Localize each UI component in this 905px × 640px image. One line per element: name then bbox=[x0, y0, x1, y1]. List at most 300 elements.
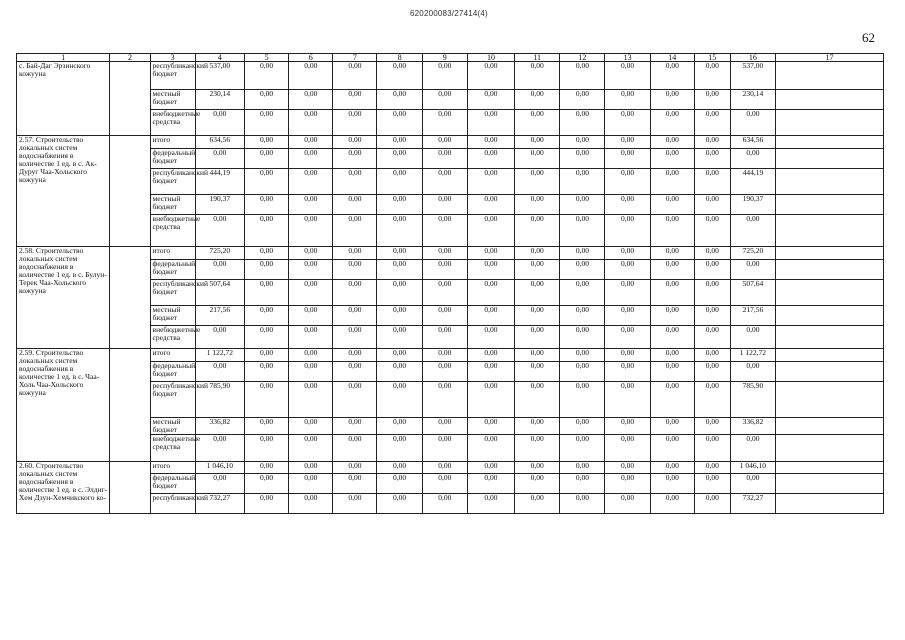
column-number: 5 bbox=[245, 54, 289, 62]
amount-cell: 0,00 bbox=[560, 136, 605, 149]
amount-cell: 0,00 bbox=[560, 462, 605, 474]
amount-cell: 0,00 bbox=[289, 362, 333, 382]
column-2-cell bbox=[110, 247, 150, 349]
amount-cell: 0,00 bbox=[694, 362, 730, 382]
amount-cell: 785,90 bbox=[195, 382, 244, 418]
amount-cell: 0,00 bbox=[515, 280, 560, 306]
amount-cell: 0,00 bbox=[377, 349, 422, 362]
amount-cell: 0,00 bbox=[377, 494, 422, 514]
amount-cell: 0,00 bbox=[289, 435, 333, 462]
funding-source: итого bbox=[150, 247, 195, 260]
amount-cell: 0,00 bbox=[422, 362, 467, 382]
amount-cell: 0,00 bbox=[650, 247, 694, 260]
amount-cell: 0,00 bbox=[694, 462, 730, 474]
funding-source: республиканский бюджет bbox=[150, 62, 195, 90]
amount-cell: 0,00 bbox=[560, 474, 605, 494]
amount-cell: 0,00 bbox=[515, 247, 560, 260]
amount-cell: 0,00 bbox=[694, 90, 730, 110]
amount-cell: 0,00 bbox=[195, 260, 244, 280]
column-17-cell bbox=[775, 149, 883, 169]
amount-cell: 0,00 bbox=[377, 462, 422, 474]
funding-source: итого bbox=[150, 136, 195, 149]
amount-cell: 0,00 bbox=[560, 62, 605, 90]
amount-cell: 732,27 bbox=[195, 494, 244, 514]
amount-cell: 0,00 bbox=[195, 149, 244, 169]
amount-cell: 0,00 bbox=[377, 110, 422, 136]
column-17-cell bbox=[775, 326, 883, 349]
amount-cell: 0,00 bbox=[515, 326, 560, 349]
amount-cell: 0,00 bbox=[515, 215, 560, 247]
amount-cell: 217,56 bbox=[730, 306, 775, 326]
amount-cell: 0,00 bbox=[560, 110, 605, 136]
amount-cell: 0,00 bbox=[650, 326, 694, 349]
amount-cell: 0,00 bbox=[467, 462, 514, 474]
amount-cell: 0,00 bbox=[377, 215, 422, 247]
amount-cell: 0,00 bbox=[605, 260, 650, 280]
amount-cell: 0,00 bbox=[650, 280, 694, 306]
amount-cell: 0,00 bbox=[245, 215, 289, 247]
amount-cell: 0,00 bbox=[245, 462, 289, 474]
amount-cell: 0,00 bbox=[377, 149, 422, 169]
funding-source: местный бюджет bbox=[150, 90, 195, 110]
amount-cell: 0,00 bbox=[605, 215, 650, 247]
funding-source: итого bbox=[150, 349, 195, 362]
table-row bbox=[17, 247, 884, 260]
amount-cell: 0,00 bbox=[377, 306, 422, 326]
amount-cell: 0,00 bbox=[289, 247, 333, 260]
amount-cell: 0,00 bbox=[333, 169, 377, 195]
amount-cell: 0,00 bbox=[467, 62, 514, 90]
measure-name: 2.59. Строительство локальных систем водоснабжения в количестве 1 ед. в с. Чаа-Холь Чаа-Хольского кожууна bbox=[17, 349, 110, 462]
amount-cell: 0,00 bbox=[605, 247, 650, 260]
amount-cell: 0,00 bbox=[377, 195, 422, 215]
amount-cell: 0,00 bbox=[422, 349, 467, 362]
amount-cell: 230,14 bbox=[730, 90, 775, 110]
amount-cell: 0,00 bbox=[467, 136, 514, 149]
amount-cell: 0,00 bbox=[730, 474, 775, 494]
amount-cell: 0,00 bbox=[195, 326, 244, 349]
amount-cell: 0,00 bbox=[377, 247, 422, 260]
amount-cell: 0,00 bbox=[467, 474, 514, 494]
amount-cell: 0,00 bbox=[515, 136, 560, 149]
amount-cell: 0,00 bbox=[377, 382, 422, 418]
amount-cell: 0,00 bbox=[333, 247, 377, 260]
column-17-cell bbox=[775, 169, 883, 195]
column-17-cell bbox=[775, 382, 883, 418]
amount-cell: 0,00 bbox=[515, 195, 560, 215]
amount-cell: 0,00 bbox=[560, 326, 605, 349]
column-17-cell bbox=[775, 280, 883, 306]
funding-source: внебюджетные средства bbox=[150, 326, 195, 349]
column-17-cell bbox=[775, 90, 883, 110]
amount-cell: 0,00 bbox=[730, 362, 775, 382]
amount-cell: 0,00 bbox=[467, 195, 514, 215]
amount-cell: 1 046,10 bbox=[195, 462, 244, 474]
amount-cell: 0,00 bbox=[195, 215, 244, 247]
amount-cell: 0,00 bbox=[333, 418, 377, 435]
amount-cell: 0,00 bbox=[245, 62, 289, 90]
table-row bbox=[17, 62, 884, 90]
amount-cell: 0,00 bbox=[422, 90, 467, 110]
amount-cell: 0,00 bbox=[289, 62, 333, 90]
column-number: 9 bbox=[422, 54, 467, 62]
amount-cell: 0,00 bbox=[515, 435, 560, 462]
amount-cell: 0,00 bbox=[467, 349, 514, 362]
amount-cell: 0,00 bbox=[245, 90, 289, 110]
amount-cell: 0,00 bbox=[289, 494, 333, 514]
amount-cell: 0,00 bbox=[422, 62, 467, 90]
amount-cell: 0,00 bbox=[560, 435, 605, 462]
funding-source: республиканский бюджет bbox=[150, 280, 195, 306]
amount-cell: 444,19 bbox=[730, 169, 775, 195]
amount-cell: 0,00 bbox=[605, 382, 650, 418]
amount-cell: 0,00 bbox=[377, 90, 422, 110]
amount-cell: 0,00 bbox=[333, 195, 377, 215]
column-number: 14 bbox=[650, 54, 694, 62]
amount-cell: 230,14 bbox=[195, 90, 244, 110]
column-number: 4 bbox=[195, 54, 244, 62]
amount-cell: 0,00 bbox=[515, 90, 560, 110]
amount-cell: 0,00 bbox=[195, 474, 244, 494]
amount-cell: 0,00 bbox=[422, 136, 467, 149]
amount-cell: 0,00 bbox=[333, 280, 377, 306]
column-17-cell bbox=[775, 462, 883, 474]
amount-cell: 0,00 bbox=[377, 280, 422, 306]
amount-cell: 0,00 bbox=[730, 149, 775, 169]
amount-cell: 0,00 bbox=[289, 110, 333, 136]
amount-cell: 0,00 bbox=[605, 418, 650, 435]
amount-cell: 0,00 bbox=[515, 62, 560, 90]
funding-source: внебюджетные средства bbox=[150, 215, 195, 247]
table-row bbox=[17, 349, 884, 362]
amount-cell: 0,00 bbox=[694, 260, 730, 280]
column-number: 6 bbox=[289, 54, 333, 62]
amount-cell: 0,00 bbox=[560, 306, 605, 326]
amount-cell: 0,00 bbox=[333, 136, 377, 149]
amount-cell: 0,00 bbox=[605, 90, 650, 110]
amount-cell: 0,00 bbox=[730, 215, 775, 247]
amount-cell: 0,00 bbox=[694, 494, 730, 514]
amount-cell: 0,00 bbox=[467, 326, 514, 349]
budget-table bbox=[16, 53, 884, 514]
amount-cell: 0,00 bbox=[560, 169, 605, 195]
amount-cell: 0,00 bbox=[467, 418, 514, 435]
page-number: 62 bbox=[862, 30, 875, 45]
amount-cell: 0,00 bbox=[730, 435, 775, 462]
amount-cell: 0,00 bbox=[245, 418, 289, 435]
amount-cell: 0,00 bbox=[515, 462, 560, 474]
amount-cell: 0,00 bbox=[694, 280, 730, 306]
amount-cell: 0,00 bbox=[245, 110, 289, 136]
amount-cell: 0,00 bbox=[605, 280, 650, 306]
amount-cell: 0,00 bbox=[245, 195, 289, 215]
funding-source: республиканский бюджет bbox=[150, 169, 195, 195]
amount-cell: 0,00 bbox=[605, 462, 650, 474]
amount-cell: 0,00 bbox=[289, 462, 333, 474]
amount-cell: 336,82 bbox=[195, 418, 244, 435]
amount-cell: 0,00 bbox=[694, 349, 730, 362]
amount-cell: 0,00 bbox=[560, 362, 605, 382]
column-2-cell bbox=[110, 62, 150, 136]
amount-cell: 0,00 bbox=[289, 326, 333, 349]
amount-cell: 217,56 bbox=[195, 306, 244, 326]
column-17-cell bbox=[775, 494, 883, 514]
amount-cell: 0,00 bbox=[650, 195, 694, 215]
amount-cell: 0,00 bbox=[605, 195, 650, 215]
funding-source: внебюджетные средства bbox=[150, 435, 195, 462]
amount-cell: 0,00 bbox=[467, 90, 514, 110]
amount-cell: 0,00 bbox=[515, 260, 560, 280]
amount-cell: 0,00 bbox=[333, 62, 377, 90]
amount-cell: 0,00 bbox=[195, 110, 244, 136]
amount-cell: 0,00 bbox=[560, 247, 605, 260]
amount-cell: 0,00 bbox=[245, 474, 289, 494]
amount-cell: 0,00 bbox=[377, 260, 422, 280]
amount-cell: 0,00 bbox=[195, 435, 244, 462]
amount-cell: 0,00 bbox=[333, 149, 377, 169]
document-id: 620200083/27414(4) bbox=[410, 9, 488, 18]
amount-cell: 0,00 bbox=[650, 494, 694, 514]
amount-cell: 0,00 bbox=[289, 195, 333, 215]
amount-cell: 0,00 bbox=[605, 149, 650, 169]
amount-cell: 0,00 bbox=[333, 306, 377, 326]
funding-source: республиканский bbox=[150, 494, 195, 514]
column-2-cell bbox=[110, 349, 150, 462]
amount-cell: 0,00 bbox=[245, 382, 289, 418]
amount-cell: 0,00 bbox=[422, 418, 467, 435]
amount-cell: 0,00 bbox=[605, 494, 650, 514]
amount-cell: 0,00 bbox=[289, 306, 333, 326]
amount-cell: 0,00 bbox=[515, 474, 560, 494]
column-number: 17 bbox=[775, 54, 883, 62]
column-number: 15 bbox=[694, 54, 730, 62]
amount-cell: 0,00 bbox=[730, 326, 775, 349]
amount-cell: 0,00 bbox=[515, 149, 560, 169]
amount-cell: 0,00 bbox=[333, 349, 377, 362]
amount-cell: 0,00 bbox=[333, 110, 377, 136]
amount-cell: 0,00 bbox=[650, 474, 694, 494]
amount-cell: 0,00 bbox=[560, 90, 605, 110]
column-number: 11 bbox=[515, 54, 560, 62]
amount-cell: 190,37 bbox=[195, 195, 244, 215]
measure-name: 2.60. Строительство локальных систем водоснабжения в количестве 1 ед. в с. Элдиг-Хем Дзун-Хемчикского ко- bbox=[17, 462, 110, 514]
amount-cell: 0,00 bbox=[422, 462, 467, 474]
table-row bbox=[17, 462, 884, 474]
amount-cell: 507,64 bbox=[195, 280, 244, 306]
amount-cell: 190,37 bbox=[730, 195, 775, 215]
amount-cell: 0,00 bbox=[422, 260, 467, 280]
amount-cell: 0,00 bbox=[377, 362, 422, 382]
amount-cell: 0,00 bbox=[605, 435, 650, 462]
amount-cell: 0,00 bbox=[422, 474, 467, 494]
amount-cell: 0,00 bbox=[422, 494, 467, 514]
amount-cell: 0,00 bbox=[289, 382, 333, 418]
column-17-cell bbox=[775, 136, 883, 149]
amount-cell: 0,00 bbox=[422, 110, 467, 136]
table-row bbox=[17, 136, 884, 149]
amount-cell: 0,00 bbox=[245, 169, 289, 195]
measure-name: 2.57. Строительство локальных систем водоснабжения в количестве 1 ед. в с. Ак-Дуруг Чаа-Хольского кожууна bbox=[17, 136, 110, 247]
amount-cell: 0,00 bbox=[650, 382, 694, 418]
amount-cell: 0,00 bbox=[650, 306, 694, 326]
amount-cell: 0,00 bbox=[377, 169, 422, 195]
amount-cell: 0,00 bbox=[730, 110, 775, 136]
funding-source: местный бюджет bbox=[150, 195, 195, 215]
amount-cell: 0,00 bbox=[694, 149, 730, 169]
column-17-cell bbox=[775, 260, 883, 280]
amount-cell: 1 122,72 bbox=[730, 349, 775, 362]
amount-cell: 0,00 bbox=[650, 362, 694, 382]
amount-cell: 0,00 bbox=[694, 326, 730, 349]
column-17-cell bbox=[775, 362, 883, 382]
amount-cell: 0,00 bbox=[467, 280, 514, 306]
amount-cell: 0,00 bbox=[694, 306, 730, 326]
amount-cell: 0,00 bbox=[289, 418, 333, 435]
amount-cell: 0,00 bbox=[289, 260, 333, 280]
amount-cell: 0,00 bbox=[467, 215, 514, 247]
amount-cell: 0,00 bbox=[467, 169, 514, 195]
column-number: 13 bbox=[605, 54, 650, 62]
amount-cell: 0,00 bbox=[422, 306, 467, 326]
amount-cell: 0,00 bbox=[245, 349, 289, 362]
amount-cell: 785,90 bbox=[730, 382, 775, 418]
amount-cell: 0,00 bbox=[245, 362, 289, 382]
amount-cell: 0,00 bbox=[333, 90, 377, 110]
column-number: 3 bbox=[150, 54, 195, 62]
amount-cell: 0,00 bbox=[467, 306, 514, 326]
amount-cell: 0,00 bbox=[605, 110, 650, 136]
amount-cell: 0,00 bbox=[605, 349, 650, 362]
amount-cell: 0,00 bbox=[650, 90, 694, 110]
funding-source: местный бюджет bbox=[150, 418, 195, 435]
funding-source: федеральный бюджет bbox=[150, 474, 195, 494]
amount-cell: 0,00 bbox=[422, 247, 467, 260]
amount-cell: 0,00 bbox=[515, 110, 560, 136]
amount-cell: 537,00 bbox=[195, 62, 244, 90]
amount-cell: 725,20 bbox=[730, 247, 775, 260]
amount-cell: 0,00 bbox=[605, 136, 650, 149]
amount-cell: 0,00 bbox=[605, 326, 650, 349]
amount-cell: 0,00 bbox=[515, 362, 560, 382]
amount-cell: 0,00 bbox=[694, 215, 730, 247]
amount-cell: 0,00 bbox=[467, 382, 514, 418]
amount-cell: 0,00 bbox=[694, 195, 730, 215]
amount-cell: 0,00 bbox=[245, 247, 289, 260]
amount-cell: 0,00 bbox=[560, 215, 605, 247]
amount-cell: 0,00 bbox=[515, 169, 560, 195]
column-number: 10 bbox=[467, 54, 514, 62]
column-17-cell bbox=[775, 474, 883, 494]
column-number: 16 bbox=[730, 54, 775, 62]
amount-cell: 0,00 bbox=[377, 136, 422, 149]
amount-cell: 0,00 bbox=[333, 462, 377, 474]
funding-source: федеральный бюджет bbox=[150, 260, 195, 280]
amount-cell: 0,00 bbox=[650, 462, 694, 474]
amount-cell: 732,27 bbox=[730, 494, 775, 514]
amount-cell: 0,00 bbox=[467, 110, 514, 136]
amount-cell: 0,00 bbox=[467, 149, 514, 169]
amount-cell: 634,56 bbox=[195, 136, 244, 149]
amount-cell: 0,00 bbox=[730, 260, 775, 280]
funding-source: местный бюджет bbox=[150, 306, 195, 326]
amount-cell: 0,00 bbox=[467, 435, 514, 462]
amount-cell: 0,00 bbox=[650, 260, 694, 280]
amount-cell: 0,00 bbox=[422, 215, 467, 247]
amount-cell: 0,00 bbox=[467, 494, 514, 514]
amount-cell: 0,00 bbox=[650, 149, 694, 169]
amount-cell: 0,00 bbox=[333, 326, 377, 349]
amount-cell: 0,00 bbox=[245, 136, 289, 149]
column-number: 12 bbox=[560, 54, 605, 62]
amount-cell: 0,00 bbox=[694, 418, 730, 435]
amount-cell: 0,00 bbox=[694, 435, 730, 462]
amount-cell: 0,00 bbox=[650, 349, 694, 362]
column-17-cell bbox=[775, 306, 883, 326]
amount-cell: 0,00 bbox=[422, 382, 467, 418]
amount-cell: 0,00 bbox=[245, 306, 289, 326]
amount-cell: 0,00 bbox=[289, 149, 333, 169]
amount-cell: 0,00 bbox=[289, 169, 333, 195]
column-2-cell bbox=[110, 462, 150, 514]
amount-cell: 0,00 bbox=[694, 247, 730, 260]
amount-cell: 0,00 bbox=[377, 62, 422, 90]
amount-cell: 0,00 bbox=[333, 474, 377, 494]
amount-cell: 0,00 bbox=[650, 418, 694, 435]
amount-cell: 0,00 bbox=[694, 136, 730, 149]
column-2-cell bbox=[110, 136, 150, 247]
amount-cell: 0,00 bbox=[377, 435, 422, 462]
measure-name: с. Бай-Даг Эрзинского кожууна bbox=[17, 62, 110, 136]
column-number: 1 bbox=[17, 54, 110, 62]
amount-cell: 0,00 bbox=[289, 280, 333, 306]
amount-cell: 0,00 bbox=[333, 215, 377, 247]
column-17-cell bbox=[775, 62, 883, 90]
amount-cell: 0,00 bbox=[560, 349, 605, 362]
funding-source: федеральный бюджет bbox=[150, 149, 195, 169]
amount-cell: 0,00 bbox=[560, 418, 605, 435]
amount-cell: 1 046,10 bbox=[730, 462, 775, 474]
amount-cell: 634,56 bbox=[730, 136, 775, 149]
column-17-cell bbox=[775, 215, 883, 247]
amount-cell: 0,00 bbox=[245, 326, 289, 349]
amount-cell: 0,00 bbox=[333, 260, 377, 280]
amount-cell: 0,00 bbox=[605, 169, 650, 195]
amount-cell: 0,00 bbox=[515, 418, 560, 435]
amount-cell: 0,00 bbox=[467, 247, 514, 260]
amount-cell: 0,00 bbox=[289, 474, 333, 494]
amount-cell: 0,00 bbox=[650, 62, 694, 90]
column-17-cell bbox=[775, 418, 883, 435]
amount-cell: 0,00 bbox=[605, 362, 650, 382]
amount-cell: 0,00 bbox=[560, 280, 605, 306]
amount-cell: 0,00 bbox=[245, 494, 289, 514]
amount-cell: 0,00 bbox=[650, 435, 694, 462]
funding-source: внебюджетные средства bbox=[150, 110, 195, 136]
amount-cell: 0,00 bbox=[467, 260, 514, 280]
amount-cell: 0,00 bbox=[422, 435, 467, 462]
amount-cell: 725,20 bbox=[195, 247, 244, 260]
amount-cell: 0,00 bbox=[515, 306, 560, 326]
amount-cell: 0,00 bbox=[560, 494, 605, 514]
amount-cell: 0,00 bbox=[289, 215, 333, 247]
amount-cell: 0,00 bbox=[422, 149, 467, 169]
amount-cell: 0,00 bbox=[694, 110, 730, 136]
amount-cell: 0,00 bbox=[422, 195, 467, 215]
amount-cell: 0,00 bbox=[515, 349, 560, 362]
amount-cell: 0,00 bbox=[467, 362, 514, 382]
amount-cell: 0,00 bbox=[422, 169, 467, 195]
amount-cell: 0,00 bbox=[422, 326, 467, 349]
